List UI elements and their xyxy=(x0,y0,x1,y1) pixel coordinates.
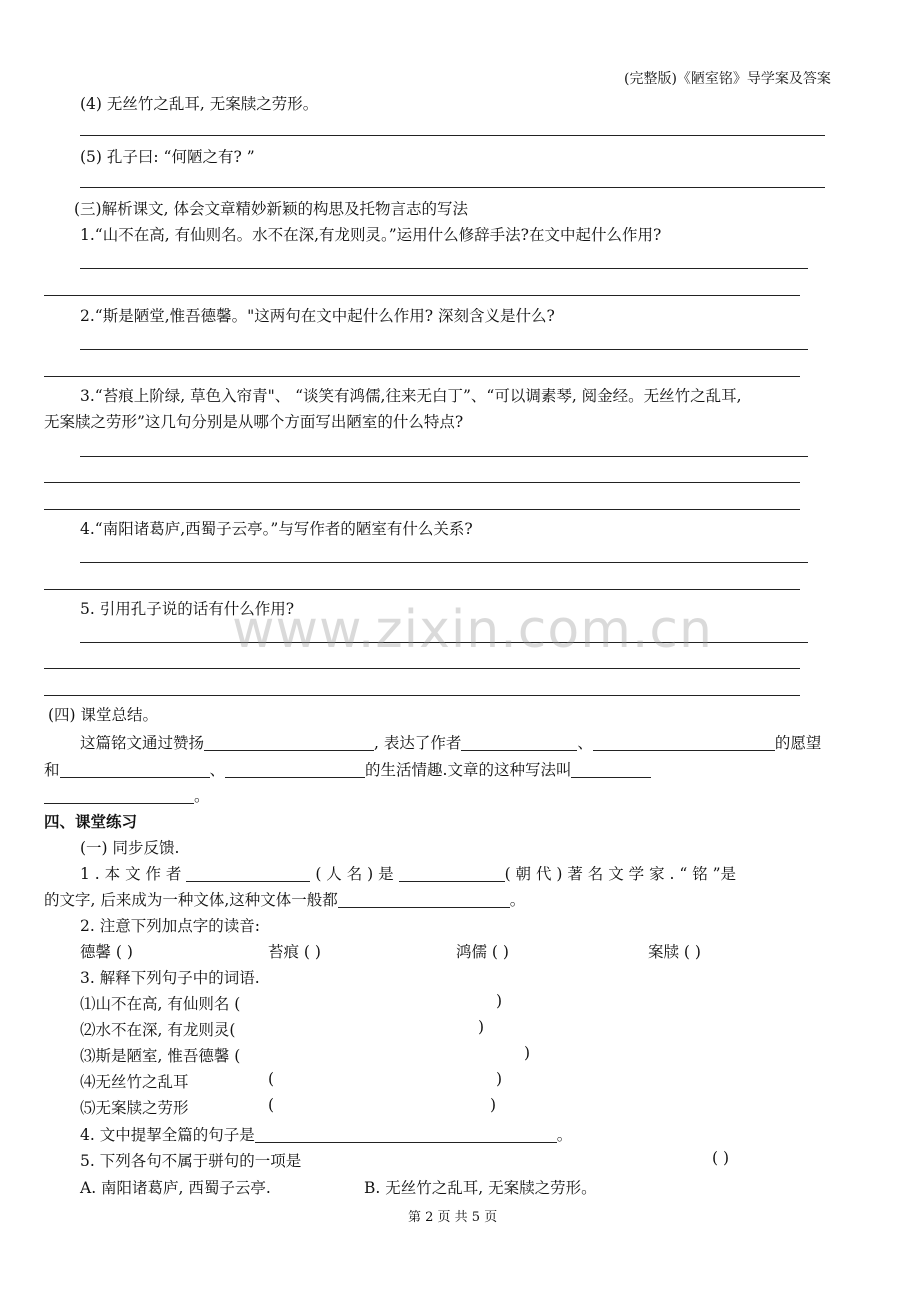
section-3-q2: 2.“斯是陋堂,惟吾德馨。"这两句在文中起什么作用? 深刻含义是什么? xyxy=(80,307,555,325)
option-a: A. 南阳诸葛庐, 西蜀子云亭. xyxy=(80,1179,271,1197)
page-footer: 第 2 页 共 5 页 xyxy=(408,1210,498,1225)
interp-close: ) xyxy=(496,992,503,1010)
interp-open: ( xyxy=(268,1096,275,1114)
practice-subtitle: (一) 同步反馈. xyxy=(80,839,180,857)
option-b: B. 无丝竹之乱耳, 无案牍之劳形。 xyxy=(364,1179,597,1197)
item-5: (5) 孔子曰: “何陋之有? ” xyxy=(80,148,255,166)
item-4: (4) 无丝竹之乱耳, 无案牍之劳形。 xyxy=(80,95,319,113)
interp-close: ) xyxy=(524,1044,531,1062)
fill-blank[interactable] xyxy=(399,866,505,883)
practice-q1: 1 . 本 文 作 者 ( 人 名 ) 是 ( 朝 代 ) 著 名 文 学 家 . “ 铭 ”是 xyxy=(80,865,737,883)
practice-q1-cont: 的文字, 后来成为一种文体,这种文体一般都 。 xyxy=(44,891,526,909)
fill-blank[interactable] xyxy=(186,866,310,883)
answer-line xyxy=(44,668,800,669)
section-3-q5: 5. 引用孔子说的话有什么作用? xyxy=(80,600,295,618)
interp-close: ) xyxy=(496,1070,503,1088)
fill-blank[interactable] xyxy=(225,762,365,779)
section-3-q4: 4.“南阳诸葛庐,西蜀子云亭。”与写作者的陋室有什么关系? xyxy=(80,520,473,538)
answer-line xyxy=(44,589,800,590)
answer-line xyxy=(80,349,808,350)
answer-line xyxy=(44,695,800,696)
summary-line-2: 和 、 的生活情趣.文章的这种写法叫 xyxy=(44,758,651,780)
answer-line xyxy=(44,509,800,510)
interp-open: ( xyxy=(268,1070,275,1088)
page-header: (完整版)《陋室铭》导学案及答案 xyxy=(624,71,831,87)
fill-blank[interactable] xyxy=(60,762,210,779)
reading-item: 苔痕 ( ) xyxy=(268,943,321,961)
summary-line-1: 这篇铭文通过赞扬 , 表达了作者 、 的愿望 xyxy=(80,734,822,752)
answer-paren: ( ) xyxy=(712,1149,730,1167)
interp-item: ⑴山不在高, 有仙则名 ( xyxy=(80,995,241,1013)
interp-item: ⑷无丝竹之乱耳 xyxy=(80,1073,189,1091)
interp-item: ⑶斯是陋室, 惟吾德馨 ( xyxy=(80,1047,241,1065)
section-3-title: (三)解析课文, 体会文章精妙新颖的构思及托物言志的写法 xyxy=(74,200,468,218)
fill-blank[interactable] xyxy=(255,1127,557,1144)
section-3-q3-line2: 无案牍之劳形”这几句分别是从哪个方面写出陋室的什么特点? xyxy=(44,413,464,431)
summary-line-3: 。 xyxy=(44,784,210,806)
answer-line xyxy=(80,187,825,188)
reading-item: 鸿儒 ( ) xyxy=(456,943,509,961)
practice-q3: 3. 解释下列句子中的词语. xyxy=(80,969,260,987)
practice-q2: 2. 注意下列加点字的读音: xyxy=(80,917,260,935)
section-4-title: (四) 课堂总结。 xyxy=(48,706,159,724)
fill-blank[interactable] xyxy=(204,735,374,752)
answer-line xyxy=(44,295,800,296)
reading-item: 案牍 ( ) xyxy=(648,943,701,961)
fill-blank[interactable] xyxy=(461,735,577,752)
interp-item: ⑵水不在深, 有龙则灵( xyxy=(80,1021,236,1039)
interp-item: ⑸无案牍之劳形 xyxy=(80,1099,189,1117)
practice-q5: 5. 下列各句不属于骈句的一项是 xyxy=(80,1152,302,1170)
section-3-q1: 1.“山不在高, 有仙则名。水不在深,有龙则灵。”运用什么修辞手法?在文中起什么作用? xyxy=(80,226,662,244)
fill-blank[interactable] xyxy=(338,892,510,909)
watermark: www.zixin.com.cn xyxy=(232,600,713,660)
interp-close: ) xyxy=(490,1096,497,1114)
practice-q4: 4. 文中提挈全篇的句子是 。 xyxy=(80,1126,573,1144)
interp-close: ) xyxy=(478,1018,485,1036)
fill-blank[interactable] xyxy=(44,788,194,805)
fill-blank[interactable] xyxy=(571,762,651,779)
answer-line xyxy=(80,562,808,563)
fill-blank[interactable] xyxy=(593,735,775,752)
practice-title: 四、课堂练习 xyxy=(44,812,138,831)
reading-item: 德馨 ( ) xyxy=(80,943,133,961)
section-3-q3-line1: 3.“苔痕上阶绿, 草色入帘青"、 “谈笑有鸿儒,往来无白丁”、“可以调素琴, 阅金经。无丝竹之乱耳, xyxy=(80,387,742,405)
answer-line xyxy=(80,456,808,457)
answer-line xyxy=(80,268,808,269)
answer-line xyxy=(44,376,800,377)
answer-line xyxy=(44,482,800,483)
answer-line xyxy=(80,135,825,136)
